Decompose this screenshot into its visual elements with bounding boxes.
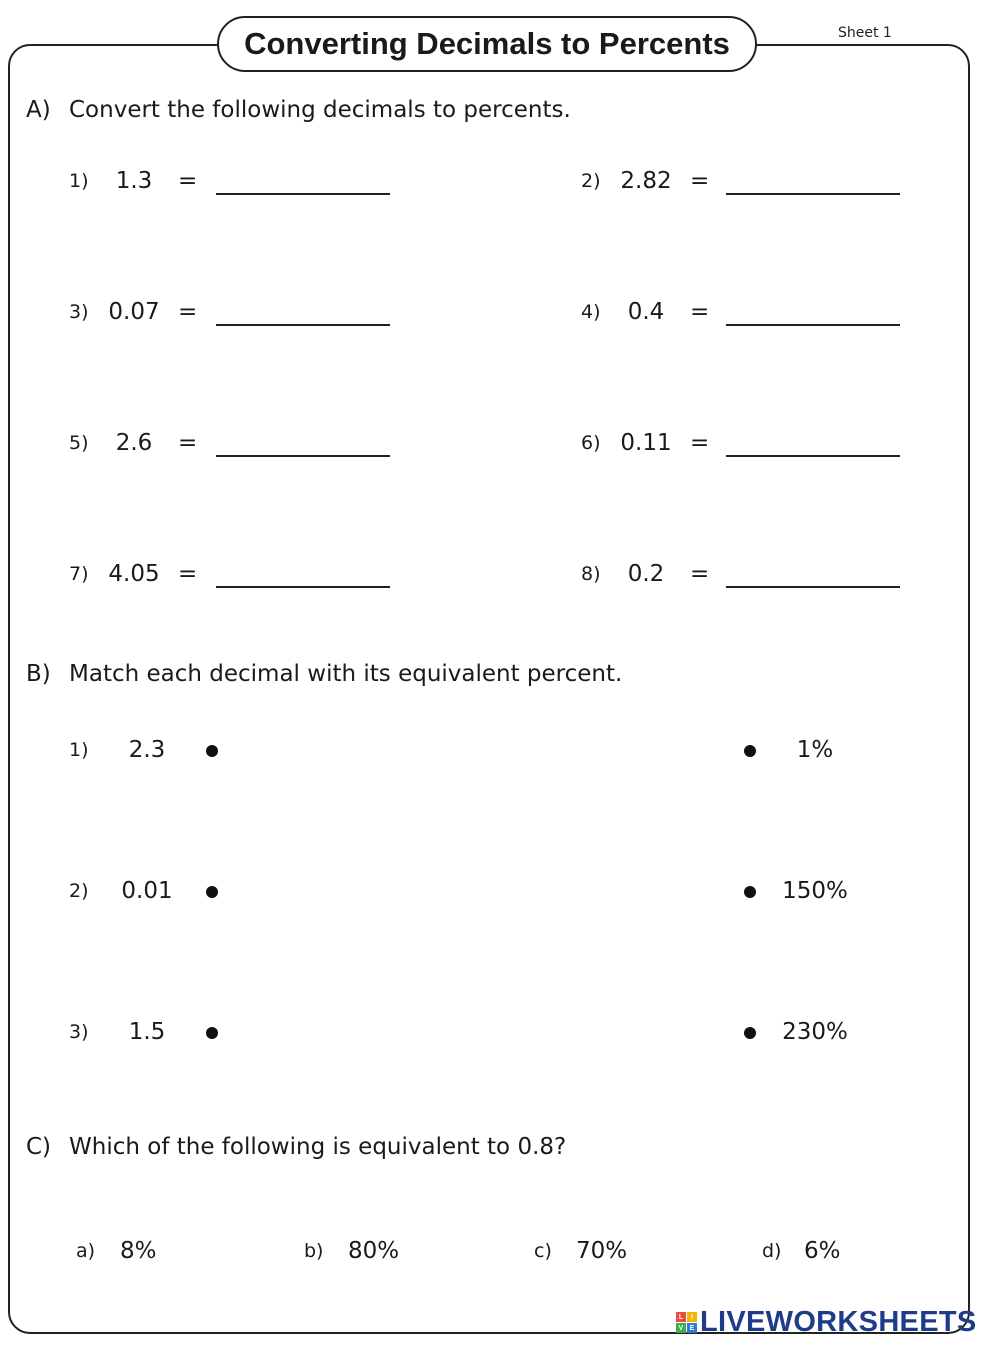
option-b[interactable]: 80% xyxy=(348,1238,400,1264)
match-dot-left-1[interactable] xyxy=(206,745,218,757)
logo-grid-icon xyxy=(676,1312,697,1333)
decimal-value: 1.3 xyxy=(115,168,153,194)
option-letter: c) xyxy=(534,1240,552,1262)
equals-sign: = xyxy=(690,561,710,587)
option-letter: b) xyxy=(304,1240,324,1262)
match-dot-right-1[interactable] xyxy=(744,745,756,757)
logo-text: LIVEWORKSHEETS xyxy=(700,1306,977,1338)
answer-blank-7[interactable] xyxy=(216,586,390,588)
section-a-letter: A) xyxy=(26,97,51,123)
question-number: 6) xyxy=(581,432,601,454)
match-decimal: 0.01 xyxy=(121,878,173,904)
option-a[interactable]: 8% xyxy=(120,1238,157,1264)
match-decimal: 1.5 xyxy=(128,1019,166,1045)
match-percent: 1% xyxy=(796,737,834,763)
logo-square-4: E xyxy=(687,1323,697,1333)
equals-sign: = xyxy=(690,430,710,456)
match-percent: 230% xyxy=(782,1019,848,1045)
answer-blank-2[interactable] xyxy=(726,193,900,195)
section-b-instruction: Match each decimal with its equivalent percent. xyxy=(69,661,623,687)
answer-blank-8[interactable] xyxy=(726,586,900,588)
question-number: 5) xyxy=(69,432,89,454)
question-number: 1) xyxy=(69,170,89,192)
match-number: 2) xyxy=(69,880,89,902)
question-number: 2) xyxy=(581,170,601,192)
equals-sign: = xyxy=(690,168,710,194)
answer-blank-6[interactable] xyxy=(726,455,900,457)
option-letter: a) xyxy=(76,1240,96,1262)
section-c-question: Which of the following is equivalent to 0.8? xyxy=(69,1134,567,1160)
equals-sign: = xyxy=(178,430,198,456)
decimal-value: 0.11 xyxy=(620,430,672,456)
section-b-letter: B) xyxy=(26,661,51,687)
match-dot-right-3[interactable] xyxy=(744,1027,756,1039)
decimal-value: 2.82 xyxy=(620,168,672,194)
answer-blank-4[interactable] xyxy=(726,324,900,326)
match-number: 1) xyxy=(69,739,89,761)
page-title: Converting Decimals to Percents xyxy=(217,16,757,72)
answer-blank-3[interactable] xyxy=(216,324,390,326)
section-c-letter: C) xyxy=(26,1134,52,1160)
sheet-label: Sheet 1 xyxy=(838,25,892,41)
liveworksheets-logo xyxy=(676,1306,977,1339)
equals-sign: = xyxy=(178,561,198,587)
decimal-value: 2.6 xyxy=(115,430,153,456)
equals-sign: = xyxy=(178,168,198,194)
decimal-value: 4.05 xyxy=(108,561,160,587)
match-number: 3) xyxy=(69,1021,89,1043)
equals-sign: = xyxy=(178,299,198,325)
option-letter: d) xyxy=(762,1240,782,1262)
answer-blank-1[interactable] xyxy=(216,193,390,195)
match-dot-right-2[interactable] xyxy=(744,886,756,898)
question-number: 7) xyxy=(69,563,89,585)
match-dot-left-2[interactable] xyxy=(206,886,218,898)
decimal-value: 0.07 xyxy=(108,299,160,325)
option-c[interactable]: 70% xyxy=(576,1238,628,1264)
logo-square-3: V xyxy=(676,1323,686,1333)
question-number: 3) xyxy=(69,301,89,323)
decimal-value: 0.4 xyxy=(627,299,665,325)
option-d[interactable]: 6% xyxy=(804,1238,841,1264)
question-number: 8) xyxy=(581,563,601,585)
logo-square-1: L xyxy=(676,1312,686,1322)
section-a-instruction: Convert the following decimals to percents. xyxy=(69,97,571,123)
answer-blank-5[interactable] xyxy=(216,455,390,457)
match-dot-left-3[interactable] xyxy=(206,1027,218,1039)
question-number: 4) xyxy=(581,301,601,323)
match-decimal: 2.3 xyxy=(128,737,166,763)
match-percent: 150% xyxy=(782,878,848,904)
decimal-value: 0.2 xyxy=(627,561,665,587)
logo-square-2: I xyxy=(687,1312,697,1322)
equals-sign: = xyxy=(690,299,710,325)
